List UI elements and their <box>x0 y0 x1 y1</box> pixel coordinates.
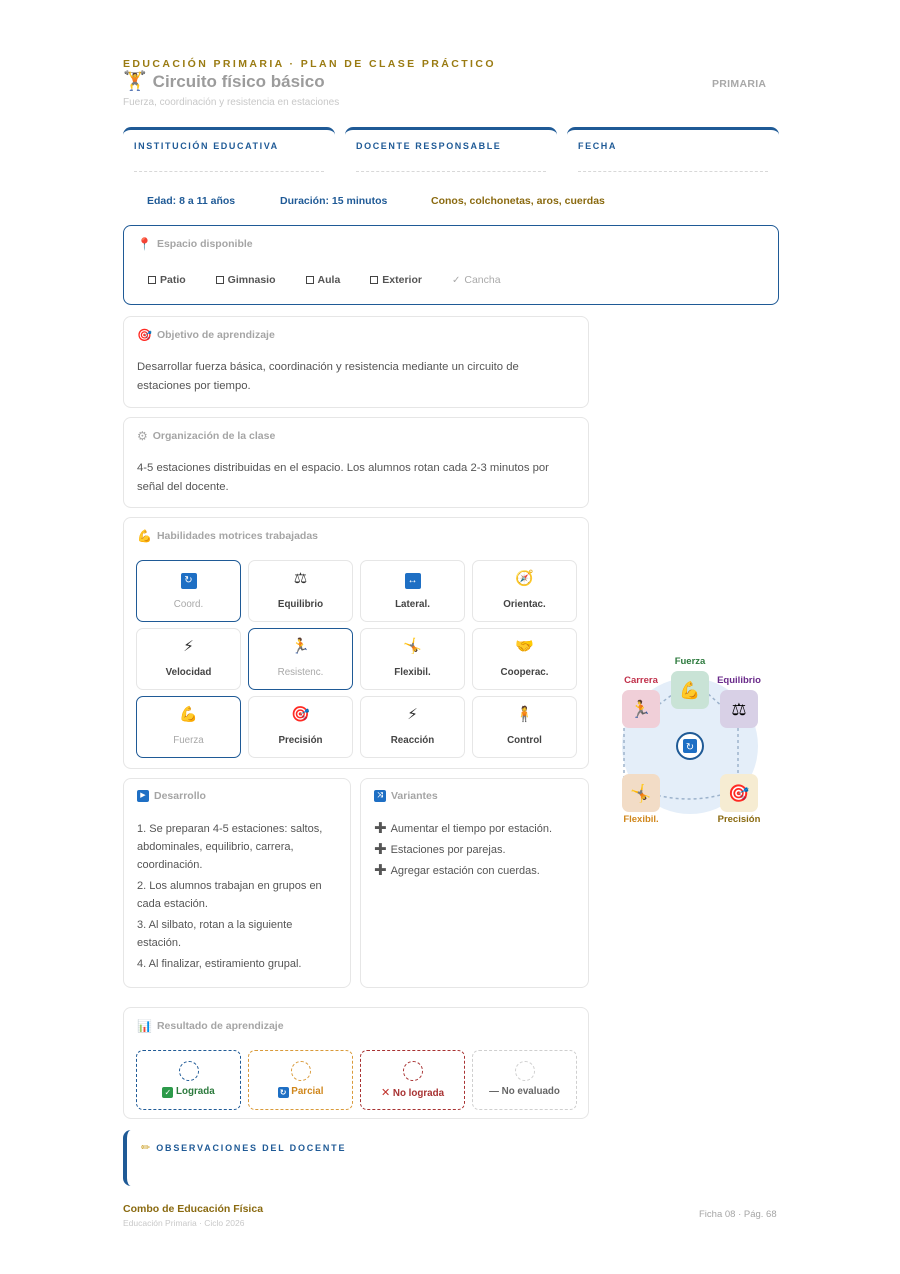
meta-duration: Duración: 15 minutos <box>280 195 388 207</box>
skill-flexibility[interactable] <box>360 628 465 690</box>
variants-header <box>374 790 438 802</box>
development-title: Desarrollo <box>154 790 206 802</box>
skill-label: Velocidad <box>165 667 212 678</box>
skill-label: Coord. <box>173 599 204 610</box>
radio-circle[interactable] <box>515 1061 535 1081</box>
objective-card <box>123 316 589 408</box>
development-card <box>123 778 351 988</box>
objective-text: Desarrollar fuerza básica, coordinación y resistencia mediante un circuito de estaciones por tiempo. <box>137 361 519 392</box>
list-item <box>374 841 575 859</box>
variants-title: Variantes <box>391 790 438 802</box>
space-title: Espacio disponible <box>156 238 253 250</box>
list-item <box>374 820 575 838</box>
result-header <box>137 1019 284 1033</box>
checkbox-icon[interactable] <box>370 276 378 284</box>
bar-chart-icon: 📊 <box>137 1019 152 1033</box>
muscle-icon: 💪 <box>179 706 198 723</box>
skill-cooperation[interactable] <box>472 628 577 690</box>
skill-label: Reacción <box>390 735 435 746</box>
space-option-cancha[interactable] <box>452 274 501 286</box>
checkbox-icon[interactable] <box>306 276 314 284</box>
result-label-text: Lograda <box>176 1086 215 1097</box>
result-option-partial[interactable] <box>248 1050 353 1110</box>
sync-icon <box>137 570 240 589</box>
field-label: DOCENTE RESPONSABLE <box>356 141 502 151</box>
target-icon: 🎯 <box>728 784 750 803</box>
development-header <box>137 790 206 802</box>
cartwheel-icon: 🤸 <box>403 638 422 655</box>
space-card <box>123 225 779 305</box>
list-item: 2. Los alumnos trabajan en grupos en cada estación. <box>137 880 322 910</box>
plus-icon: ✚ <box>374 841 387 858</box>
page-subtitle: Fuerza, coordinación y resistencia en estaciones <box>123 97 340 108</box>
result-label <box>361 1086 464 1099</box>
target-icon: 🎯 <box>137 328 152 342</box>
result-card <box>123 1007 589 1119</box>
result-label <box>137 1086 240 1098</box>
scales-icon: ⚖ <box>293 570 308 587</box>
runner-icon: 🏃 <box>291 638 310 655</box>
observations-header <box>141 1141 346 1154</box>
list-item: 4. Al finalizar, estiramiento grupal. <box>137 958 302 970</box>
muscle-icon: 💪 <box>137 529 152 543</box>
title-row <box>123 72 325 92</box>
plus-icon: ✚ <box>374 820 387 837</box>
option-label: Patio <box>160 274 186 286</box>
radio-circle[interactable] <box>179 1061 199 1081</box>
skill-label: Flexibil. <box>394 667 431 678</box>
result-label-text: Parcial <box>291 1086 324 1097</box>
variants-list <box>374 820 575 883</box>
skills-title: Habilidades motrices trabajadas <box>156 530 319 542</box>
skills-header <box>137 529 318 543</box>
left-right-arrow-icon <box>361 570 464 589</box>
skill-label: Orientac. <box>503 599 546 610</box>
field-input-line[interactable] <box>134 171 324 172</box>
result-option-achieved[interactable] <box>136 1050 241 1110</box>
lightning-icon: ⚡ <box>183 638 194 655</box>
variant-text: Agregar estación con cuerdas. <box>390 865 540 877</box>
skill-control[interactable] <box>472 696 577 758</box>
skill-precision[interactable] <box>248 696 353 758</box>
shuffle-icon: ⤨ <box>374 790 386 802</box>
organization-title: Organización de la clase <box>152 430 276 442</box>
document-kicker: EDUCACIÓN PRIMARIA · PLAN DE CLASE PRÁCTICO <box>123 58 496 70</box>
field-date[interactable] <box>567 127 779 177</box>
station-label: Fuerza <box>674 656 706 667</box>
variant-text: Aumentar el tiempo por estación. <box>390 823 552 835</box>
option-label: Gimnasio <box>227 274 276 286</box>
compass-icon: 🧭 <box>515 570 534 587</box>
skill-laterality[interactable] <box>360 560 465 622</box>
skill-label: Fuerza <box>173 735 204 746</box>
scales-icon: ⚖ <box>731 700 747 719</box>
sync-icon-glyph: ↻ <box>181 573 197 589</box>
field-input-line[interactable] <box>578 171 768 172</box>
list-item <box>374 862 575 880</box>
result-options <box>136 1050 577 1110</box>
observations-label: OBSERVACIONES DEL DOCENTE <box>156 1142 347 1153</box>
field-institution[interactable] <box>123 127 335 177</box>
skill-label: Lateral. <box>395 599 430 610</box>
play-icon: ▶ <box>137 790 149 802</box>
skill-speed[interactable] <box>136 628 241 690</box>
objective-title: Objetivo de aprendizaje <box>156 329 275 341</box>
station-label: Precisión <box>717 814 761 825</box>
radio-circle[interactable] <box>291 1061 311 1081</box>
development-steps <box>137 820 337 976</box>
result-label: — No evaluado <box>489 1086 560 1097</box>
footer-subtitle: Educación Primaria · Ciclo 2026 <box>123 1218 245 1228</box>
skill-label: Precisión <box>278 735 323 746</box>
weightlifting-icon: 🏋 <box>123 71 147 92</box>
muscle-icon: 💪 <box>679 681 701 700</box>
result-option-not-achieved[interactable] <box>360 1050 465 1110</box>
field-input-line[interactable] <box>356 171 546 172</box>
left-right-arrow-glyph: ↔ <box>405 573 421 589</box>
objective-header <box>137 328 275 342</box>
skill-orientation[interactable] <box>472 560 577 622</box>
cartwheel-icon: 🤸 <box>630 784 652 803</box>
variant-text: Estaciones por parejas. <box>390 844 506 856</box>
result-title: Resultado de aprendizaje <box>156 1020 284 1032</box>
footer-brand: Combo de Educación Física <box>123 1203 264 1215</box>
skill-label: Cooperac. <box>500 667 549 678</box>
organization-header <box>137 429 275 443</box>
page-title: Circuito físico básico <box>152 72 325 91</box>
meta-materials: Conos, colchonetas, aros, cuerdas <box>431 195 605 207</box>
field-label: FECHA <box>578 141 617 151</box>
skills-card <box>123 517 589 769</box>
list-item: 3. Al silbato, rotan a la siguiente estación. <box>137 919 293 949</box>
checkmark-icon[interactable]: ✓ <box>451 274 461 286</box>
standing-person-icon: 🧍 <box>515 706 534 723</box>
option-label: Aula <box>317 274 341 286</box>
pencil-icon: ✏ <box>141 1142 151 1154</box>
space-option-patio[interactable] <box>148 274 186 286</box>
field-teacher[interactable] <box>345 127 557 177</box>
skill-label: Equilibrio <box>277 599 324 610</box>
station-label: Equilibrio <box>717 675 761 686</box>
target-icon: 🎯 <box>291 706 310 723</box>
gear-icon: ⚙ <box>137 429 148 443</box>
lightning-icon: ⚡ <box>407 706 418 723</box>
skill-label: Control <box>507 735 542 746</box>
meta-age: Edad: 8 a 11 años <box>147 195 236 207</box>
observations-box[interactable] <box>123 1130 589 1186</box>
plus-icon: ✚ <box>374 862 387 879</box>
organization-card <box>123 417 589 508</box>
space-option-aula[interactable] <box>306 274 341 286</box>
list-item: 1. Se preparan 4-5 estaciones: saltos, abdominales, equilibrio, carrera, coordinación. <box>137 823 323 871</box>
result-option-not-evaluated[interactable] <box>472 1050 577 1110</box>
skill-strength[interactable] <box>136 696 241 758</box>
skill-reaction[interactable] <box>360 696 465 758</box>
variants-card <box>360 778 589 988</box>
option-label: Cancha <box>464 274 501 286</box>
result-label <box>249 1086 352 1098</box>
skill-endurance[interactable] <box>248 628 353 690</box>
option-label: Exterior <box>382 274 422 286</box>
level-badge: PRIMARIA <box>712 78 767 90</box>
sync-icon-glyph: ↻ <box>685 742 695 753</box>
station-label: Flexibil. <box>623 814 659 825</box>
footer-page-number: Ficha 08 · Pág. 68 <box>699 1209 777 1220</box>
circuit-diagram <box>612 652 772 832</box>
space-option-gimnasio[interactable] <box>216 274 276 286</box>
handshake-icon: 🤝 <box>515 638 534 655</box>
organization-text: 4-5 estaciones distribuidas en el espacio. Los alumnos rotan cada 2-3 minutos por señal del docente. <box>137 462 549 493</box>
space-header <box>137 237 253 251</box>
field-label: INSTITUCIÓN EDUCATIVA <box>134 141 279 151</box>
radio-circle[interactable] <box>403 1061 423 1081</box>
checkbox-icon[interactable] <box>216 276 224 284</box>
skill-coordination[interactable] <box>136 560 241 622</box>
pin-icon: 📍 <box>137 237 152 251</box>
skills-grid <box>136 560 577 758</box>
checkbox-icon[interactable] <box>148 276 156 284</box>
station-label: Carrera <box>624 675 658 686</box>
sync-icon: ↻ <box>278 1087 289 1098</box>
space-options <box>148 274 531 286</box>
runner-icon: 🏃 <box>630 700 652 719</box>
result-label-text: No lograda <box>392 1088 445 1099</box>
space-option-exterior[interactable] <box>370 274 422 286</box>
skill-label: Resistenc. <box>277 667 324 678</box>
check-icon: ✓ <box>162 1087 173 1098</box>
skill-balance[interactable] <box>248 560 353 622</box>
cross-icon: ✕ <box>380 1087 391 1099</box>
